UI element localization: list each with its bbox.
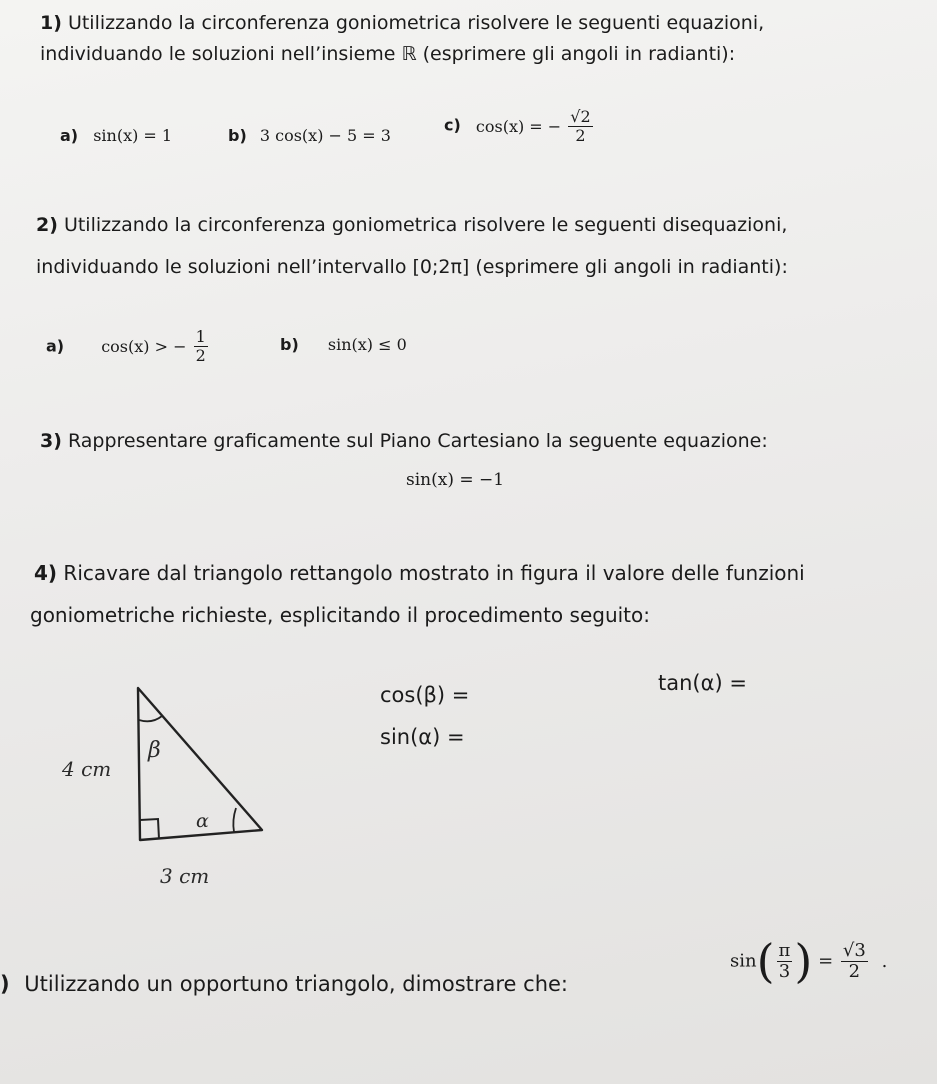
sin-alpha-label: sin(α) = xyxy=(380,725,465,749)
q5-equals: = xyxy=(818,950,834,972)
q2-text-line2: individuando le soluzioni nell’intervallo [0;2π] (esprimere gli angoli in radianti): xyxy=(36,256,788,278)
q1-text-line1: Utilizzando la circonferenza goniometrica risolvere le seguenti equazioni, xyxy=(67,12,765,34)
q1c-label: c) xyxy=(444,115,461,135)
q1-number: 1) xyxy=(40,12,62,34)
q2b xyxy=(280,335,407,354)
q2-line1 xyxy=(36,214,787,236)
beta-angle-arc xyxy=(139,716,162,721)
right-angle-marker xyxy=(140,819,159,839)
q3-text-line1: Rappresentare graficamente sul Piano Cartesiano la seguente equazione: xyxy=(67,430,768,452)
q1-text-line2: individuando le soluzioni nell’insieme ℝ (esprimere gli angoli in radianti): xyxy=(40,43,736,65)
q1-line1 xyxy=(40,12,764,34)
cos-beta-label: cos(β) = xyxy=(380,683,470,707)
q4-line1 xyxy=(34,561,805,585)
q1c xyxy=(444,108,595,144)
q5-pi: π xyxy=(778,939,791,961)
q2a-expr: cos(x) > − xyxy=(101,336,187,356)
q1b-expr: 3 cos(x) − 5 = 3 xyxy=(259,126,391,145)
q3-line1 xyxy=(40,430,768,452)
q1c-expr: cos(x) = − xyxy=(475,116,562,136)
q2b-label: b) xyxy=(280,335,299,354)
q4-text-line2: goniometriche richieste, esplicitando il procedimento seguito: xyxy=(30,603,650,627)
q2a xyxy=(46,328,210,364)
q4-text-line1: Ricavare dal triangolo rettangolo mostrato in figura il valore delle funzioni xyxy=(63,561,805,585)
angle-alpha-text: α xyxy=(196,810,209,832)
q1a xyxy=(60,126,172,145)
q2a-label: a) xyxy=(46,336,65,356)
q5-period: . xyxy=(881,950,888,972)
q3-number: 3) xyxy=(40,430,62,452)
q5-pi-over-3 xyxy=(777,941,793,982)
q2a-denominator: 2 xyxy=(195,345,206,365)
alpha-angle-arc xyxy=(233,808,236,832)
q2-number: 2) xyxy=(36,214,58,236)
q1c-denominator: 2 xyxy=(575,125,586,145)
q4-number: 4) xyxy=(34,561,58,585)
q1c-fraction xyxy=(568,108,592,144)
q3-expr: sin(x) = −1 xyxy=(406,470,505,490)
q2b-expr: sin(x) ≤ 0 xyxy=(327,335,407,354)
q1a-expr: sin(x) = 1 xyxy=(93,126,173,145)
q5-paren-open: ( xyxy=(756,934,775,988)
q5-two: 2 xyxy=(848,960,861,982)
q1c-numerator: √2 xyxy=(570,107,591,126)
q5-paren-close: ) xyxy=(794,934,813,988)
q5-expr xyxy=(730,934,888,988)
q1b-label: b) xyxy=(228,126,247,145)
q2a-fraction xyxy=(194,328,208,364)
q5-sin: sin xyxy=(730,950,757,972)
q5-text-line1: Utilizzando un opportuno triangolo, dimostrare che: xyxy=(24,972,568,996)
q5-three: 3 xyxy=(778,960,791,982)
q5-sqrt3: √3 xyxy=(842,939,866,961)
tan-alpha-label: tan(α) = xyxy=(658,671,747,695)
side-left-text: 4 cm xyxy=(62,757,112,781)
q2a-numerator: 1 xyxy=(195,327,206,346)
q5-number: ) xyxy=(0,972,10,996)
q5-line1 xyxy=(0,972,568,996)
side-bottom-text: 3 cm xyxy=(160,864,210,888)
q2-text-line1: Utilizzando la circonferenza goniometrica risolvere le seguenti disequazioni, xyxy=(63,214,788,236)
angle-beta-text: β xyxy=(148,738,161,763)
q1b xyxy=(228,126,391,145)
q5-sqrt3-over-2 xyxy=(841,941,868,982)
q1a-label: a) xyxy=(60,126,79,145)
